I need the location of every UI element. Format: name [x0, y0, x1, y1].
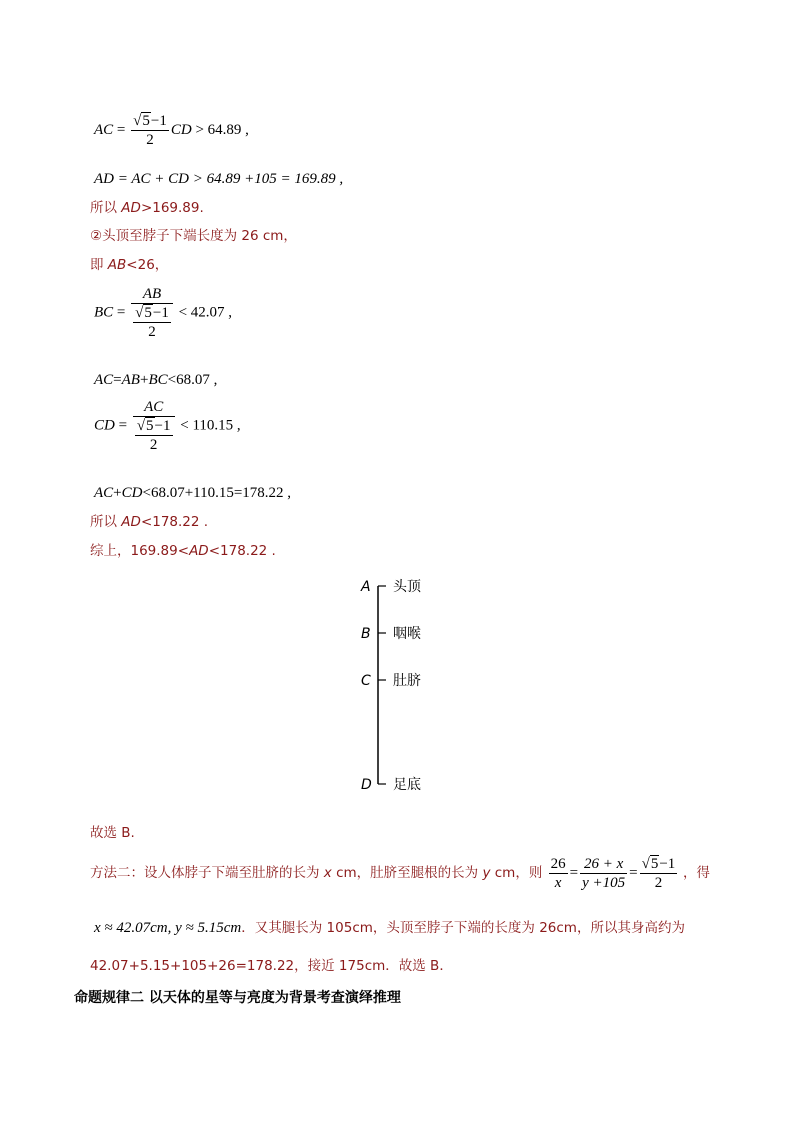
fraction-golden-2: $\frac{√5-1}{2}$ [641, 856, 676, 892]
point-b-letter: B [361, 626, 371, 642]
point-a-letter: A [361, 579, 371, 595]
method-two: 方法二：设人体脖子下端至肚脐的长为 x cm，肚脐至腿根的长为 y cm，则 $\frac{26}{x}$ = $\frac{26 + x}{y +105}$ = $\frac{√5-1}{2}$ ，得 [90, 856, 711, 892]
point-d-letter: D [361, 777, 372, 793]
point-c-letter: C [361, 673, 371, 689]
answer-b: 故选 B. [90, 825, 135, 841]
point-b [361, 626, 421, 642]
point-c [361, 672, 421, 689]
summary-range: 综上，169.89<AD<178.22 . [90, 543, 276, 559]
section-heading: 命题规律二 以天体的星等与亮度为背景考查演绎推理 [74, 990, 401, 1006]
formula-bc: BC = $\frac{AB}{\frac{√5-1}{2}}$ < 42.07 , [94, 286, 233, 340]
fraction-cd: $\frac{AC}{\frac{√5-1}{2}}$ [133, 398, 175, 454]
condition-ab: 即 AB<26， [90, 257, 169, 273]
point-d-label: 足底 [393, 777, 421, 793]
point-a-label: 头顶 [393, 579, 421, 595]
formula-cd: CD = $\frac{AC}{\frac{√5-1}{2}}$ < 110.15 , [94, 399, 241, 453]
fraction-26-x: $\frac{26}{x}$ [550, 856, 566, 892]
fraction-bc: $\frac{AB}{\frac{√5-1}{2}}$ [131, 285, 173, 341]
formula-ad-upper: AC+CD<68.07+110.15=178.22 , [94, 485, 292, 501]
formula-ac-sum: AC=AB+BC<68.07 , [94, 372, 218, 388]
conclusion-ad-lower: 所以 AD>169.89. [90, 200, 204, 216]
formula-ac: AC = $\frac{√5-1}{2}$ CD > 64.89 , [94, 113, 249, 148]
conclusion-ad-upper: 所以 AD<178.22 . [90, 514, 209, 530]
point-a [360, 578, 422, 595]
case-two-heading: ②头顶至脖子下端长度为 26 cm， [90, 228, 297, 244]
formula-ad-sum: AD = AC + CD > 64.89 +105 = 169.89 , [94, 171, 344, 187]
point-c-label: 肚脐 [393, 673, 421, 689]
var-ac: AC [94, 121, 114, 138]
fraction-golden: $\frac{√5-1}{2}$ [133, 113, 167, 148]
point-b-label: 咽喉 [393, 626, 421, 642]
var-cd: CD [170, 121, 192, 138]
body-proportion-diagram [355, 572, 455, 800]
fraction-26x-y105: $\frac{26 + x}{y +105}$ [582, 856, 626, 892]
method-two-result: x ≈ 42.07cm, y ≈ 5.15cm．又其腿长为 105cm，头顶至脖子下端的长度为 26cm，所以其身高约为 [94, 920, 685, 936]
method-two-conclusion: 42.07+5.15+105+26=178.22，接近 175cm．故选 B． [90, 958, 453, 974]
point-d [361, 776, 421, 793]
